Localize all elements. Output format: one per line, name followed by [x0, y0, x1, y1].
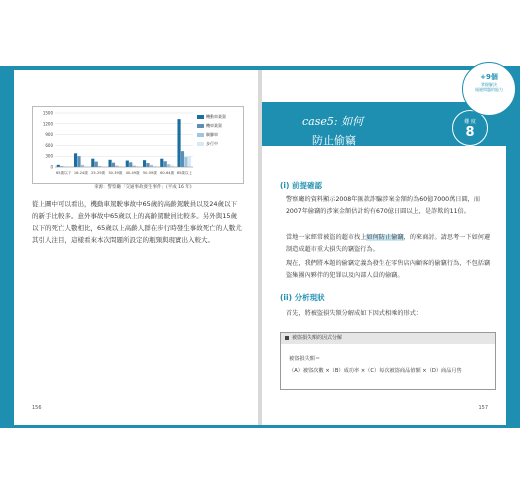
- legend-item: [197, 112, 239, 121]
- premise-paragraph-3: 現在，我們將本題的偷竊定義為發生在零售店內顧客的偷竊行為，不包括竊盜集團內夥伴的犯罪以及內部人員的偷竊。: [286, 260, 491, 279]
- x-tick-label: 50-59歲: [142, 171, 157, 175]
- legend-item: [197, 139, 239, 148]
- bar: [57, 165, 60, 167]
- legend-swatch: [197, 115, 204, 119]
- case-title: [302, 110, 363, 148]
- x-tick-label: 16-24歲: [73, 171, 88, 175]
- y-tick-label: 1500: [42, 110, 53, 116]
- bar: [129, 162, 132, 167]
- legend-label: 機動車業駕: [206, 113, 226, 119]
- formula-box: [280, 332, 496, 390]
- para2-text-start: 當地一家經常被盜的超市找上: [286, 234, 367, 241]
- bar: [143, 160, 146, 167]
- square-bullet-icon: [285, 336, 289, 340]
- right-page: [262, 70, 506, 425]
- chart-legend: [197, 112, 239, 148]
- bar: [167, 164, 170, 167]
- bubble-line-3: 規避問題的能力: [475, 87, 503, 92]
- bar: [171, 165, 174, 167]
- formula-line-2: （A）被盜次數 ×（B）成功率 ×（C）每次被盜商品值額 ×（D）商品月售: [289, 368, 462, 374]
- legend-label: 騎腳車: [206, 131, 218, 137]
- bubble-count: +9個: [480, 73, 498, 81]
- legend-swatch: [197, 124, 204, 128]
- premise-paragraph-2: [286, 232, 494, 255]
- left-page: [14, 70, 258, 425]
- y-tick-label: 0: [50, 164, 53, 170]
- case-heading: 防止偷竊: [312, 134, 356, 147]
- para2-text-end: ，的來商討。請思考一下如何避制造成超市重大損失的竊盜行為。: [286, 234, 491, 253]
- bar: [108, 160, 111, 167]
- legend-item: [197, 130, 239, 139]
- bar: [77, 156, 80, 167]
- bar: [112, 163, 115, 167]
- bar: [177, 119, 180, 167]
- y-tick-label: 900: [45, 132, 53, 138]
- section-analysis: (ii) 分析現狀: [280, 293, 325, 302]
- highlighted-phrase: 如何防止偷竊: [366, 234, 404, 241]
- analysis-paragraph: 首先，將被盜損失額分解成如下因式相乘的形式：: [286, 310, 423, 317]
- section-premise: (i) 前提確認: [280, 181, 323, 190]
- y-tick-label: 1200: [42, 121, 53, 127]
- bar: [126, 161, 129, 167]
- bar: [160, 159, 163, 167]
- y-tick-label: 600: [45, 142, 53, 148]
- difficulty-label: 難 度: [464, 119, 476, 125]
- difficulty-value: 8: [465, 125, 475, 140]
- bar-chart: [32, 106, 244, 184]
- bar: [181, 151, 184, 167]
- legend-swatch: [197, 142, 204, 146]
- x-tick-label: 60-64歲: [160, 171, 175, 175]
- case-label: case5: 如何: [302, 115, 364, 128]
- bar: [188, 156, 191, 167]
- bar: [150, 165, 153, 167]
- legend-label: 步行中: [206, 140, 218, 146]
- bar: [95, 162, 98, 167]
- bar: [74, 153, 77, 167]
- skill-bubble: [462, 62, 516, 116]
- left-paragraph: 從上圖中可以看出，機動車駕駛事故中65歲的高齡駕駛員以及24歲以下的新手比較多。意外事故中65歲以上的高齡駕駛員比較多。另外與15歲以下的死亡人數相比，65歲以上高齡人群在步行時發生事故死亡的人數尤其引人注目，這樣看來本次問題所設定的瓶頸與現實出入較大。: [32, 200, 242, 244]
- x-tick-label: 30-39歲: [108, 171, 123, 175]
- bubble-line-2: 掌握解決: [481, 82, 497, 87]
- bar: [91, 159, 94, 167]
- bar: [146, 163, 149, 167]
- y-tick-label: 300: [45, 153, 53, 159]
- bar: [164, 161, 167, 167]
- x-tick-label: 40-49歲: [125, 171, 140, 175]
- bar: [81, 165, 84, 167]
- legend-item: [197, 121, 239, 130]
- left-page-number: 156: [32, 405, 42, 411]
- x-tick-label: 25-29歲: [91, 171, 106, 175]
- formula-header: [281, 333, 495, 344]
- premise-paragraph-1: 警察廳的資料顯示2008年匯款詐騙涉案金額約為60億7000萬日圓，而2007年偷竊的涉案金額估計約有670億日圓以上，是詐欺的11倍。: [286, 196, 481, 215]
- legend-label: 機車業駕: [206, 122, 222, 128]
- right-page-number: 157: [478, 405, 488, 411]
- legend-swatch: [197, 133, 204, 137]
- formula-line-1: 被盜損失額＝: [289, 356, 321, 362]
- chart-source: 來源：警察廳「交通事故發生事件」(平成 16 年): [94, 185, 192, 190]
- x-tick-label: 65歲以下: [55, 171, 72, 175]
- bar: [184, 157, 187, 167]
- x-tick-label: 65歲以上: [176, 171, 193, 175]
- formula-title: 被盜損失額的因式分解: [292, 335, 343, 341]
